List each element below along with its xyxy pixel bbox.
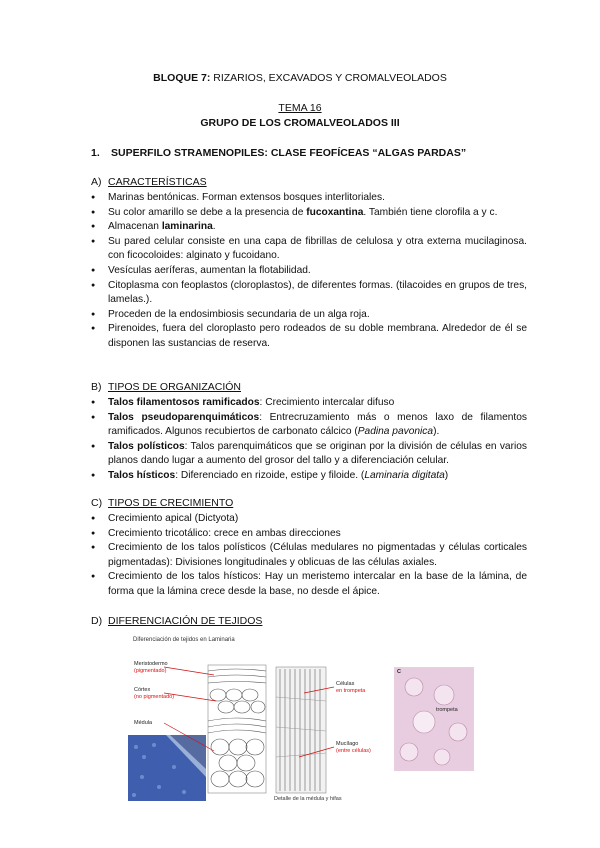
org-4-rest: : Diferenciado en rizoide, estipe y filoide. ( [175, 469, 365, 481]
block-title [0, 72, 600, 84]
org-4-bold: Talos hísticos [108, 469, 176, 481]
org-2-end: ). [433, 426, 440, 438]
org-4-end: ) [444, 469, 449, 481]
section-1-heading [91, 147, 466, 159]
list-item [91, 527, 527, 542]
figure-illustration [124, 637, 474, 807]
list-item [91, 469, 527, 484]
cell-diagram [208, 665, 266, 793]
char-1: Marinas bentónicas. Forman extensos bosques interlitoriales. [108, 192, 385, 203]
label-c: C [397, 669, 401, 675]
org-3-rest: : Talos parenquimáticos que se originan por la división de células en varios planos dando lugar a aumento del grosor del tallo y a diferenciación celular. [108, 440, 528, 467]
list-item [91, 220, 527, 235]
striated-section [276, 667, 326, 793]
label-trompeta: trompeta [436, 707, 458, 713]
blue-micrograph [128, 735, 206, 801]
label-celulas: Células en trompeta [336, 681, 366, 694]
list-item [91, 264, 527, 279]
group-title: GRUPO DE LOS CROMALVEOLADOS III [200, 117, 400, 129]
section-1-number: 1. [91, 147, 100, 159]
label-cortex: Córtex (no pigmentado) [134, 687, 175, 700]
char-3-post: . [212, 221, 216, 233]
list-item [91, 396, 527, 411]
char-7: Proceden de la endosimbiosis secundaria de un alga roja. [108, 308, 370, 320]
section-c-heading [91, 497, 233, 509]
tissue-figure [124, 637, 474, 807]
list-item [91, 512, 527, 527]
characteristics-list [91, 191, 527, 352]
growth-1: Crecimiento apical (Dictyota) [108, 513, 239, 524]
section-a-title: CARACTERÍSTICAS [108, 176, 207, 188]
org-3-bold: Talos polísticos [108, 440, 185, 452]
section-b-title: TIPOS DE ORGANIZACIÓN [108, 381, 242, 393]
tema-title: TEMA 16 [278, 102, 322, 114]
section-1-title: SUPERFILO STRAMENOPILES: CLASE FEOFÍCEAS “ALGAS PARDAS” [111, 147, 467, 159]
label-mucilago: Mucílago (entre células) [336, 741, 371, 754]
char-2-bold: fucoxantina [306, 206, 364, 218]
section-d-letter: D) [91, 615, 103, 627]
list-item [91, 279, 527, 308]
list-item [91, 191, 527, 206]
list-item [91, 206, 527, 221]
org-1-bold: Talos filamentosos ramificados [108, 397, 260, 408]
org-2-bold: Talos pseudoparenquimáticos [108, 411, 260, 423]
org-1-rest: : Crecimiento intercalar difuso [259, 397, 395, 408]
section-d-heading [91, 615, 262, 627]
char-8: Pirenoides, fuera del cloroplasto pero rodeados de su doble membrana. Alrededor de él se disponen las sustancias de reserva. [108, 323, 527, 349]
section-b-heading [91, 381, 241, 393]
organization-list [91, 396, 527, 484]
org-2-italic: Padina pavonica [357, 426, 434, 438]
org-4-italic: Laminaria digitata [364, 469, 445, 481]
section-c-title: TIPOS DE CRECIMIENTO [108, 497, 234, 509]
section-a-heading [91, 176, 207, 188]
char-4: Su pared celular consiste en una capa de fibrillas de celulosa y otra externa mucilaginosa. con ficocoloides: alginato y fucoidano. [108, 235, 527, 262]
pink-micrograph [394, 667, 474, 771]
list-item [91, 322, 527, 351]
char-2-pre: Su color amarillo se debe a la presencia de [108, 206, 307, 218]
figure-title: Diferenciación de tejidos en Laminaria [133, 637, 235, 643]
section-c-letter: C) [91, 497, 103, 509]
section-d-title: DIFERENCIACIÓN DE TEJIDOS [108, 615, 263, 627]
label-medula: Médula [134, 720, 153, 726]
list-item [91, 440, 527, 469]
list-item [91, 235, 527, 264]
block-name: RIZARIOS, EXCAVADOS Y CROMALVEOLADOS [210, 72, 447, 84]
growth-4: Crecimiento de los talos hísticos: Hay un meristemo intercalar en la base de la lámina, de forma que la lámina crece desde la base, no desde el ápice. [108, 571, 527, 597]
list-item [91, 570, 527, 599]
list-item [91, 541, 527, 570]
label-meristodermo: Meristodermo (pigmentado) [134, 661, 168, 674]
char-2-post: . También tiene clorofila a y c. [363, 206, 498, 218]
char-5: Vesículas aeríferas, aumentan la flotabilidad. [108, 264, 311, 276]
char-3-bold: laminarina [161, 221, 213, 233]
list-item [91, 411, 527, 440]
growth-3: Crecimiento de los talos polísticos (Células medulares no pigmentadas y células corticales pigmentadas): Divisiones longitudinales y oblicuas de las células axiales. [108, 542, 527, 568]
growth-2: Crecimiento tricotálico: crece en ambas direcciones [108, 527, 341, 539]
figure-caption: Detalle de la médula y hifas [274, 796, 342, 802]
growth-list [91, 512, 527, 600]
org-2-rest: : Entrecruzamiento más o menos laxo de filamentos ramificados. Algunos recubiertos de carbonato cálcico ( [108, 411, 527, 438]
list-item [91, 308, 527, 323]
block-label: BLOQUE 7: [153, 72, 211, 84]
char-3-pre: Almacenan [108, 221, 162, 233]
section-b-letter: B) [91, 381, 102, 393]
char-6: Citoplasma con feoplastos (cloroplastos), de diferentes formas. (tilacoides en grupos de tres, lamelas.). [108, 279, 527, 306]
section-a-letter: A) [91, 176, 102, 188]
